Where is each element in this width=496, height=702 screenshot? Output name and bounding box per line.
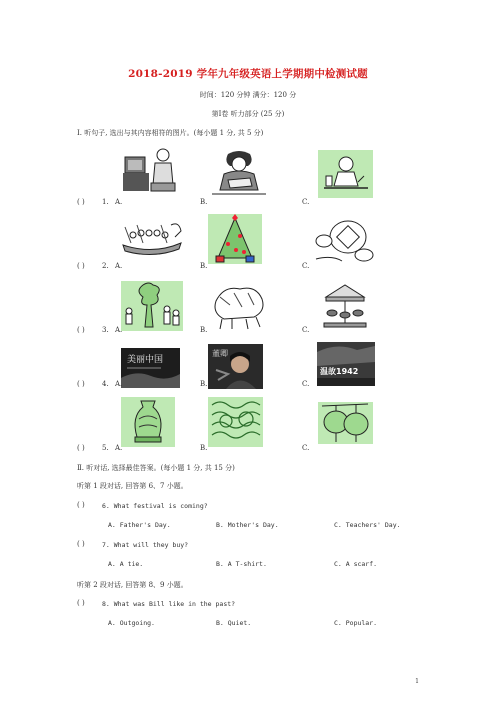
q1-image-c-writing	[318, 150, 373, 198]
q4a-poster-title: 美丽中国	[127, 355, 164, 365]
q7-option-c: C. A scarf.	[334, 560, 378, 568]
q4-option-a: A.	[115, 380, 123, 388]
q4-image-c-film-poster	[317, 342, 375, 386]
part2-heading: Ⅱ. 听对话, 选择最佳答案。(每小题 1 分, 共 15 分)	[77, 464, 235, 472]
q6-question: 6. What festival is coming?	[102, 502, 208, 510]
q5-option-c: C.	[302, 444, 310, 452]
q6-option-a: A. Father's Day.	[108, 521, 171, 529]
q5-image-a-vase	[121, 397, 175, 447]
q2-image-b-christmas-tree	[208, 214, 262, 264]
q6-option-b: B. Mother's Day.	[216, 521, 279, 529]
q3-paren: ( )	[77, 326, 85, 334]
q7-option-b: B. A T-shirt.	[216, 560, 267, 568]
exam-time-info: 时间：120 分钟 满分：120 分	[199, 91, 297, 99]
q2-number: 2.	[102, 262, 109, 270]
page-title: 2018-2019 学年九年级英语上学期期中检测试题	[128, 68, 368, 80]
q4-image-a-poster	[121, 348, 180, 388]
q1-paren: ( )	[77, 198, 85, 206]
q5-option-a: A.	[115, 444, 123, 452]
q2-option-b: B.	[200, 262, 208, 270]
q3-option-c: C.	[302, 326, 310, 334]
q8-option-b: B. Quiet.	[216, 619, 252, 627]
q5-number: 5.	[102, 444, 109, 452]
q1-option-c: C.	[302, 198, 310, 206]
dialog1-intro: 听第 1 段对话, 回答第 6、7 小题。	[77, 482, 188, 490]
q4-option-c: C.	[302, 380, 310, 388]
q6-paren: ( )	[77, 501, 85, 509]
q1-image-a-tv-watching	[121, 145, 177, 195]
q3-option-a: A.	[115, 326, 123, 334]
section-title: 第Ⅰ卷 听力部分 (25 分)	[211, 110, 285, 118]
q8-paren: ( )	[77, 599, 85, 607]
q3-image-a-tree-people	[121, 281, 183, 331]
q2-option-c: C.	[302, 262, 310, 270]
q7-question: 7. What will they buy?	[102, 541, 189, 549]
q7-option-a: A. A tie.	[108, 560, 144, 568]
q8-option-a: A. Outgoing.	[108, 619, 155, 627]
q5-image-b-paper-cut	[208, 397, 263, 447]
q1-option-b: B.	[200, 198, 208, 206]
q2-image-c-mooncake	[312, 215, 376, 265]
q1-image-b-reading	[210, 150, 268, 197]
q3-option-b: B.	[200, 326, 208, 334]
dialog2-intro: 听第 2 段对话, 回答第 8、9 小题。	[77, 581, 188, 589]
q8-question: 8. What was Bill like in the past?	[102, 600, 236, 608]
q6-option-c: C. Teachers' Day.	[334, 521, 401, 529]
q4-image-b-portrait	[208, 344, 263, 389]
q3-number: 3.	[102, 326, 109, 334]
q4-option-b: B.	[200, 380, 208, 388]
q3-image-c-carousel	[318, 283, 372, 330]
q5-image-c-lanterns	[318, 402, 373, 444]
q4b-portrait-title: 董卿	[212, 349, 228, 358]
q1-number: 1.	[102, 198, 109, 206]
q7-paren: ( )	[77, 540, 85, 548]
q5-option-b: B.	[200, 444, 208, 452]
q8-option-c: C. Popular.	[334, 619, 378, 627]
q2-image-a-dragon-boat	[121, 215, 184, 257]
part1-heading: Ⅰ. 听句子, 选出与其内容相符的图片。(每小题 1 分, 共 5 分)	[77, 129, 264, 137]
q4-paren: ( )	[77, 380, 85, 388]
page-number: 1	[415, 678, 419, 685]
q4c-film-title: 温故1942	[320, 367, 359, 376]
q1-option-a: A.	[115, 198, 123, 206]
q4-number: 4.	[102, 380, 109, 388]
q2-option-a: A.	[115, 262, 123, 270]
q3-image-b-lion-dance	[210, 281, 268, 332]
q5-paren: ( )	[77, 444, 85, 452]
q2-paren: ( )	[77, 262, 85, 270]
